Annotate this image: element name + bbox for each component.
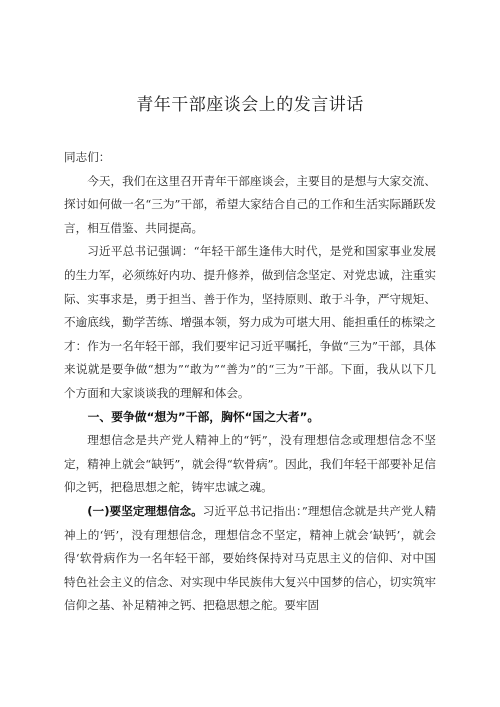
- document-body: [64, 146, 436, 618]
- subsection-lead: (一)要坚定理想信念。: [87, 503, 203, 518]
- section-heading-1: 一、要争做“想为”干部，胸怀“国之大者”。: [87, 409, 320, 424]
- salutation: 同志们：: [64, 150, 111, 164]
- paragraph-subsection-1: [64, 500, 436, 618]
- paragraph-ideals: 理想信念是共产党人精神上的“钙”，没有理想信念或理想信念不坚定，精神上就会“缺钙”，就会得“软骨病”。因此，我们年轻干部要补足信仰之钙，把稳思想之舵，铸牢忠诚之魂。: [64, 433, 436, 495]
- paragraph-opening: 今天，我们在这里召开青年干部座谈会，主要目的是想与大家交流、探讨如何做一名“三为”干部，希望大家结合自己的工作和生活实际踊跃发言，相互借鉴、共同提高。: [64, 173, 436, 235]
- subsection-text: 习近平总书记指出：”理想信念就是共产党人精神上的‘钙’，没有理想信念，理想信念不坚定，精神上就会‘缺钙’，就会得‘软骨病作为一名年轻干部，要始终保持对马克思主义的信仰、对中国特色社会主义的信念、对实现中华民族伟大复兴中国梦的信心，切实筑牢信仰之基、补足精神之钙、把稳思想之舵。要牢固: [64, 503, 436, 613]
- paragraph-quote: 习近平总书记强调：“年轻干部生逢伟大时代，是党和国家事业发展的生力军，必须练好内功、提升修养，做到信念坚定、对党忠诚，注重实际、实事求是，勇于担当、善于作为，坚持原则、敢于斗争，严守规矩、不逾底线，勤学苦练、增强本领，努力成为可堪大用、能担重任的栋梁之才：作为一名年轻干部，我们要牢记习近平嘱托，争做“三为”干部，具体来说就是要争做“想为”“敢为”“善为”的“三为”干部。下面，我从以下几个方面和大家谈谈我的理解和体会。: [64, 244, 436, 400]
- document-title: 青年干部座谈会上的发言讲话: [136, 95, 364, 115]
